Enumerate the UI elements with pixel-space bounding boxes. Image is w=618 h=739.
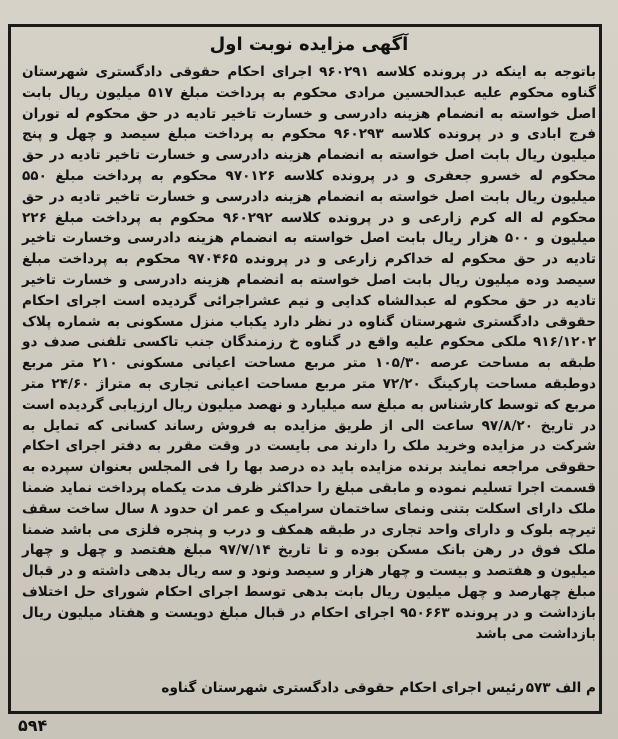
- page-number: ۵۹۴: [18, 716, 48, 735]
- notice-code: م الف ۵۷۳: [525, 680, 596, 696]
- notice-signature: رئیس اجرای احکام حقوقی دادگستری شهرستان گناوه: [161, 680, 524, 696]
- notice-body: باتوجه به اینکه در پرونده کلاسه ۹۶۰۲۹۱ اجرای احکام حقوقی دادگستری شهرستان گناوه محکوم علیه عبدالحسین مرادی محکوم به پرداخت مبلغ ۵۱۷ میلیون ریال بابت اصل خواسته به انضمام هزینه دادرسی و خسارت تاخیر تادیه در حق محکوم له توران فرج ابادی و در پرونده کلاسه ۹۶۰۲۹۳ محکوم به پرداخت مبلغ سیصد و چهل و پنج میلیون ریال بابت اصل خواسته به انضمام هزینه دادرسی و خسارت تاخیر تادیه در حق محکوم له خسرو جعفری و در پرونده کلاسه ۹۷۰۱۲۶ محکوم به پرداخت مبلغ ۵۵۰ میلیون ریال بابت اصل خواسته به انضمام هزینه دادرسی و خسارت تاخیر تادیه در حق محکوم له اله کرم زارعی و در پرونده کلاسه ۹۶۰۲۹۲ محکوم به پرداخت مبلغ ۲۲۶ میلیون و ۵۰۰ هزار ریال بابت اصل خواسته به انضمام هزینه دادرسی وخسارت تاخیر تادیه در حق محکوم له خداکرم زارعی و در پرونده ۹۷۰۴۶۵ محکوم به پرداخت مبلغ سیصد وده میلیون ریال بابت اصل خواسته به انضمام هزینه دادرسی و خسارت تاخیر تادیه در حق محکوم له عبدالشاه کدایی و نیم عشراجرائی گردیده است اجرای احکام حقوقی دادگستری شهرستان گناوه در نظر دارد یکباب منزل مسکونی به شماره پلاک ۹۱۶/۱۲۰۲ ملکی محکوم علیه واقع در گناوه خ رزمندگان جنب تاکسی تلفنی صدف دو طبقه به مساحت عرصه ۱۰۵/۳۰ متر مربع مساحت اعیانی مسکونی ۲۱۰ متر مربع دوطبقه مساحت پارکینگ ۷۲/۲۰ متر مربع مساحت اعیانی تجاری به متراژ ۲۴/۶۰ متر مربع که توسط کارشناس به مبلغ سه میلیارد و نهصد میلیون ریال ارزیابی گردیده است در تاریخ ۹۷/۸/۲۰ ساعت الی از طریق مزایده به فروش رساند کسانی که تمایل به شرکت در مزایده وخرید ملک را دارند می بایست در وقت مقرر به دفتر اجرای احکام حقوقی مراجعه نمایند برنده مزایده باید ده درصد بها را فی المجلس بعنوان سپرده به قسمت اجرا تسلیم نموده و مابقی مبلغ را حداکثر ظرف مدت یکماه پرداخت نماید ضمنا ملک دارای اسکلت بتنی ونمای ساختمان سرامیک و عمر ان حدود ۸ سال ساخت سقف تیرچه بلوک و دارای واحد تجاری در طبقه همکف و درب و پنجره فلزی می باشد ضمنا ملک فوق در رهن بانک مسکن بوده و تا تاریخ ۹۷/۷/۱۴ مبلغ هفتصد و چهل و چهار میلیون و هفتصد و بیست و چهار هزار و سیصد ونود و سه ریال بدهی داشته و در قبال مبلغ چهارصد و چهل میلیون ریال بابت بدهی توسط اجرای احکام شورای حل اختلاف بازداشت و در پرونده ۹۵۰۶۶۳ اجرای احکام در قبال مبلغ دویست و هفتاد میلیون ریال بازداشت می باشد: [22, 64, 597, 642]
- notice-title: آگهی مزایده نوبت اول: [209, 34, 409, 55]
